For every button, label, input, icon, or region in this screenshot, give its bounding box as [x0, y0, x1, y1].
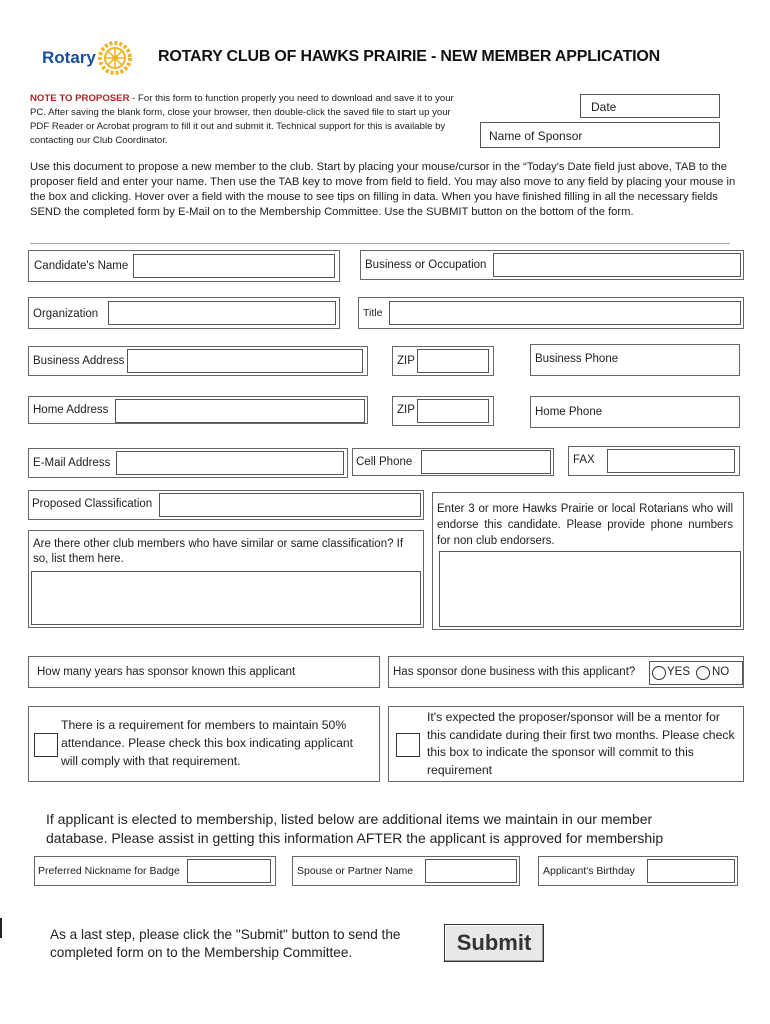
attendance-requirement-group — [28, 706, 380, 782]
proposed-classification-group — [28, 490, 424, 520]
mentor-text: It's expected the proposer/sponsor will be a mentor for this candidate during their first two months. Please check this box to indicate the sponsor will commit to this requirement — [427, 710, 735, 777]
cell-phone-label: Cell Phone — [356, 456, 413, 468]
endorsers-label: Enter 3 or more Hawks Prairie or local Rotarians who will endorse this candidate. Please provide phone numbers for non club endorsers. — [437, 503, 733, 547]
email-input[interactable] — [116, 451, 344, 475]
mentor-checkbox[interactable] — [396, 733, 420, 757]
birthday-group — [538, 856, 738, 886]
divider — [30, 243, 730, 244]
business-done-label: Has sponsor done business with this applicant? — [393, 666, 636, 678]
rotary-logo-text: Rotary — [42, 48, 96, 67]
title-input[interactable] — [389, 301, 741, 325]
attendance-text: There is a requirement for members to maintain 50% attendance. Please check this box indicating applicant will comply with that requirement. — [61, 718, 354, 768]
rotary-wheel-icon — [97, 40, 133, 76]
business-address-group — [28, 346, 368, 376]
additional-intro: If applicant is elected to membership, listed below are additional items we maintain in our member database. Please assist in getting this information AFTER the applicant is approved for membership — [46, 811, 664, 846]
zip1-label: ZIP — [397, 355, 415, 367]
zip2-group — [392, 396, 494, 426]
date-label: Date — [591, 100, 617, 114]
nickname-input[interactable] — [187, 859, 271, 883]
note-text: - For this form to function properly you need to download and save it to your PC. After saving the blank form, close your browser, then double-click the saved file to start up your PDF Reader or Acrobat program to fill it out and submit it. Technical support for this is available by contacting our Club Coordinator. — [30, 93, 454, 146]
rotary-logo — [42, 40, 137, 76]
business-phone-label: Business Phone — [535, 353, 619, 365]
years-known-label: How many years has sponsor known this applicant — [37, 666, 296, 678]
zip1-group — [392, 346, 494, 376]
email-label: E-Mail Address — [33, 457, 111, 469]
nickname-group — [34, 856, 276, 886]
zip2-label: ZIP — [397, 404, 415, 416]
business-done-group — [388, 656, 744, 688]
cell-phone-group — [352, 448, 554, 476]
endorsers-input[interactable] — [439, 551, 741, 627]
page-title: ROTARY CLUB OF HAWKS PRAIRIE - NEW MEMBER APPLICATION — [158, 48, 660, 65]
business-occupation-input[interactable] — [493, 253, 741, 277]
no-radio[interactable] — [696, 666, 710, 680]
title-group — [358, 297, 744, 329]
no-label: NO — [712, 666, 730, 678]
title-label: Title — [363, 307, 383, 319]
proposed-classification-input[interactable] — [159, 493, 421, 517]
home-phone-field[interactable] — [530, 396, 740, 428]
fax-group — [568, 446, 740, 476]
fax-input[interactable] — [607, 449, 735, 473]
nickname-label: Preferred Nickname for Badge — [38, 865, 180, 877]
home-address-label: Home Address — [33, 404, 109, 416]
attendance-checkbox[interactable] — [34, 733, 58, 757]
spouse-group — [292, 856, 520, 886]
home-address-group — [28, 396, 368, 424]
submit-button[interactable]: Submit — [444, 924, 544, 962]
business-phone-field[interactable] — [530, 344, 740, 376]
left-edge-mark — [0, 918, 2, 938]
footer-text: As a last step, please click the "Submit" button to send the completed form on to the Membership Committee. — [50, 927, 401, 960]
home-phone-label: Home Phone — [535, 406, 603, 418]
home-address-input[interactable] — [115, 399, 365, 423]
endorsers-group — [432, 492, 744, 630]
mentor-requirement-group — [388, 706, 744, 782]
email-group — [28, 448, 348, 478]
fax-label: FAX — [573, 454, 595, 466]
zip2-input[interactable] — [417, 399, 489, 423]
note-label: NOTE TO PROPOSER — [30, 93, 130, 104]
business-occupation-label: Business or Occupation — [365, 259, 487, 271]
business-occupation-group — [360, 250, 744, 280]
spouse-label: Spouse or Partner Name — [297, 865, 414, 877]
zip1-input[interactable] — [417, 349, 489, 373]
yes-label: YES — [667, 666, 691, 678]
proposed-classification-label: Proposed Classification — [32, 498, 153, 510]
business-address-input[interactable] — [127, 349, 363, 373]
birthday-label: Applicant's Birthday — [543, 865, 635, 877]
date-field[interactable] — [580, 94, 720, 118]
instructions: Use this document to propose a new member to the club. Start by placing your mouse/cursor in the “Today's Date field just above, TAB to the proposer field and enter your name. Then use the TAB key to move from field to field. You may also move to any field by placing your mouse in the box and clicking. Hover over a field with the mouse to see tips on filling in data. When you have finished filling in all the necessary fields SEND the completed form by E-Mail on to the Membership Committee. Use the SUBMIT button on the bottom of the form. — [30, 161, 736, 218]
sponsor-name-field[interactable] — [480, 122, 720, 148]
candidate-name-input[interactable] — [133, 254, 335, 278]
similar-classification-input[interactable] — [31, 571, 421, 625]
similar-classification-label: Are there other club members who have similar or same classification? If so, list them here. — [33, 538, 404, 565]
candidate-name-label: Candidate's Name — [34, 260, 129, 272]
organization-label: Organization — [33, 308, 99, 320]
spouse-input[interactable] — [425, 859, 517, 883]
business-address-label: Business Address — [33, 355, 125, 367]
cell-phone-input[interactable] — [421, 450, 551, 474]
years-known-group[interactable] — [28, 656, 380, 688]
organization-input[interactable] — [108, 301, 336, 325]
candidate-name-group — [28, 250, 340, 282]
organization-group — [28, 297, 340, 329]
birthday-input[interactable] — [647, 859, 735, 883]
similar-classification-group — [28, 530, 424, 628]
sponsor-label: Name of Sponsor — [489, 129, 583, 143]
note-to-proposer — [30, 92, 466, 148]
yes-no-options — [649, 661, 743, 685]
yes-radio[interactable] — [652, 666, 666, 680]
